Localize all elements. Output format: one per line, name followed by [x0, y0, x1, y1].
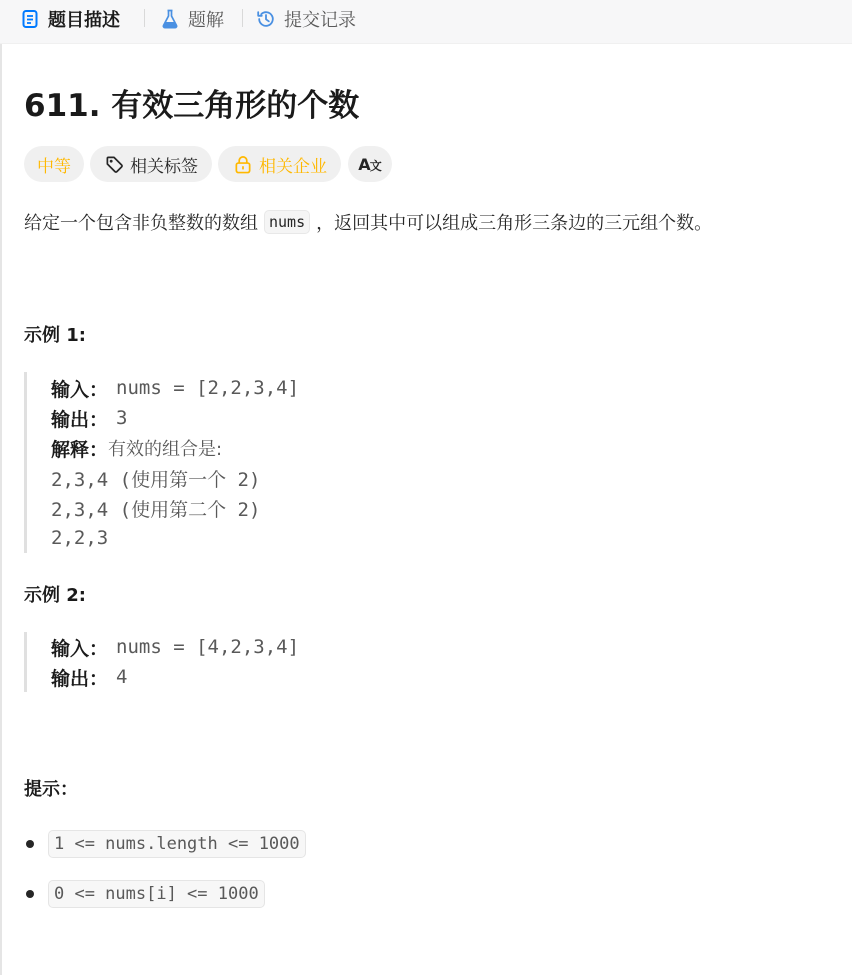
description-text-before: 给定一个包含非负整数的数组 — [24, 213, 258, 234]
example-1-input: 输入： nums = [2,2,3,4] — [51, 377, 300, 401]
constraint-item: 1 <= nums.length <= 1000 — [48, 830, 306, 858]
bullet-dot — [26, 840, 34, 848]
panel-border — [0, 44, 2, 975]
tab-divider — [144, 9, 145, 27]
problem-description — [24, 209, 712, 235]
example-1-heading: 示例 1: — [24, 325, 86, 346]
related-companies-label: 相关企业 — [259, 156, 327, 177]
example-1-line: 2,2,3 — [51, 527, 109, 549]
related-tags-button[interactable] — [90, 146, 212, 182]
tab-description[interactable] — [20, 0, 120, 38]
tab-submissions-label: 提交记录 — [284, 10, 356, 31]
tab-divider — [242, 9, 243, 27]
tag-icon — [104, 154, 124, 174]
example-1-line: 2,3,4 (使用第一个 2) — [51, 468, 261, 491]
example-2-output: 输出： 4 — [51, 666, 128, 690]
tab-solutions[interactable] — [160, 0, 224, 38]
problem-title: 611. 有效三角形的个数 — [24, 88, 360, 124]
translate-icon: A 文 — [358, 154, 382, 174]
tab-solutions-label: 题解 — [188, 10, 224, 31]
related-tags-label: 相关标签 — [130, 156, 198, 177]
tab-description-label: 题目描述 — [48, 10, 120, 31]
description-text-after: ，返回其中可以组成三角形三条边的三元组个数。 — [316, 213, 713, 234]
difficulty-badge — [24, 146, 84, 182]
example-2-quote-bar — [24, 632, 27, 692]
document-icon — [20, 9, 40, 29]
inline-code-nums: nums — [264, 210, 310, 234]
example-2-input: 输入： nums = [4,2,3,4] — [51, 636, 300, 660]
tab-bar — [0, 0, 852, 44]
hints-heading: 提示： — [24, 779, 78, 800]
example-1-line: 2,3,4 (使用第二个 2) — [51, 498, 261, 521]
constraint-item: 0 <= nums[i] <= 1000 — [48, 880, 265, 908]
history-icon — [256, 9, 276, 29]
tab-submissions[interactable] — [256, 0, 356, 38]
difficulty-label: 中等 — [37, 156, 71, 177]
bullet-dot — [26, 890, 34, 898]
example-1-output: 输出： 3 — [51, 407, 128, 431]
lock-icon — [233, 154, 253, 174]
example-1-quote-bar — [24, 372, 27, 553]
translate-button[interactable] — [348, 146, 392, 182]
flask-icon — [160, 9, 180, 29]
example-1-explanation: 解释： 有效的组合是: — [51, 438, 223, 461]
related-companies-button[interactable] — [218, 146, 341, 182]
example-2-heading: 示例 2: — [24, 585, 86, 606]
